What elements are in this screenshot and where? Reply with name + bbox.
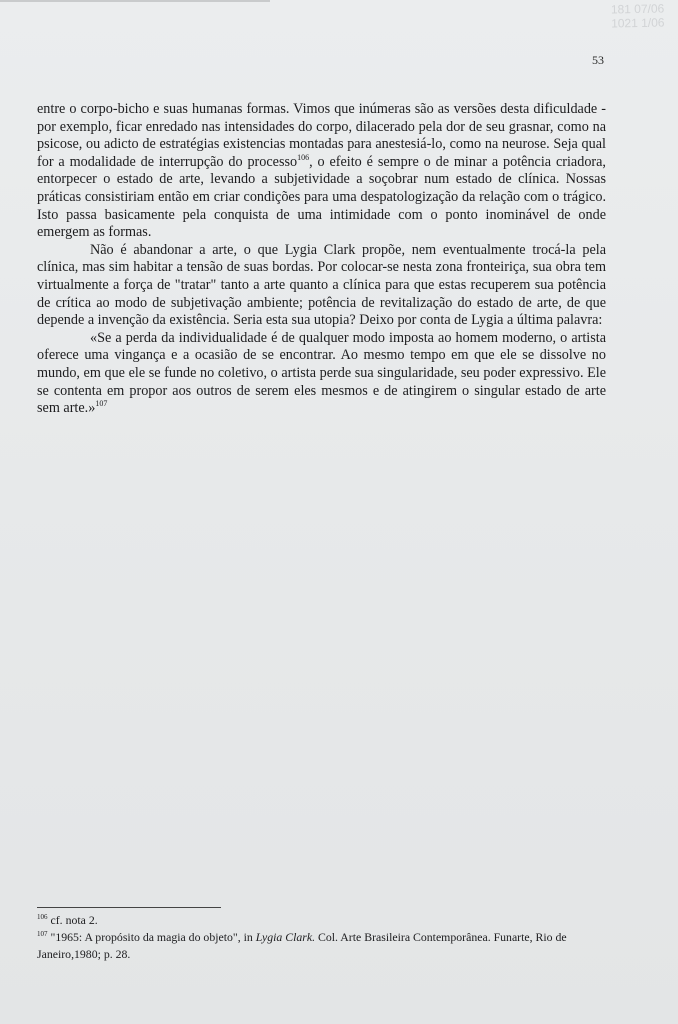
- footnote-107: [37, 929, 606, 963]
- quote-text: «Se a perda da individualidade é de qualquer modo imposta ao homem moderno, o artista oferece uma vingança e a ocasião de se encontrar. Ao mesmo tempo em que ele se dissolve no mundo, em que ele se funde no coletivo, o artista perde sua singularidade, seu poder expressivo. Ele se contenta em propor aos outros de serem eles mesmos e de atingirem o singular estado de arte sem arte.»: [37, 329, 606, 417]
- footnote-107-text-b: Col. Arte Brasileira Contemporânea. Funarte, Rio de Janeiro,1980; p. 28.: [37, 930, 567, 961]
- page-edge-shadow: [0, 0, 270, 2]
- body-text: [37, 101, 606, 418]
- paragraph-2: Não é abandonar a arte, o que Lygia Clark propõe, nem eventualmente trocá-la pela clínica, mas sim habitar a tensão de suas bordas. Por colocar-se nesta zona fronteiriça, sua obra tem virtualmente a força de "tratar" tanto a arte quanto a clínica para que estas recuperem sua potência de crítica ao modo de subjetivação ambiente; potência de revitalização do estado de arte, de que depende a invenção da existência. Seria esta sua utopia? Deixo por conta de Lygia a última palavra:: [37, 241, 606, 329]
- page-number: 53: [592, 53, 604, 67]
- footnotes: [37, 912, 606, 963]
- footnote-ref-106[interactable]: 106: [297, 152, 310, 162]
- paragraph-1: [37, 101, 606, 242]
- archive-stamp: [610, 2, 664, 31]
- footnote-ref-107[interactable]: 107: [95, 399, 108, 409]
- footnote-106: [37, 912, 606, 929]
- block-quote: [37, 330, 606, 418]
- paragraph-1-text-b: , o efeito é sempre o de minar a potência criadora, entorpecer o estado de arte, levando a subjetividade a soçobrar num estado de clínica. Nossas práticas consistiriam então em criar condições para uma despatologização da relação com o trágico. Isto passa basicamente pela conquista de uma intimidade com o ponto inominável de onde emergem as formas.: [37, 153, 606, 241]
- footnote-106-text: cf. nota 2.: [50, 913, 98, 927]
- footnote-divider: [37, 907, 221, 908]
- stamp-line-2: 1021 1/06: [610, 15, 665, 31]
- footnote-107-text-a: "1965: A propósito da magia do objeto", in: [50, 930, 256, 944]
- paragraph-1-text-a: entre o corpo-bicho e suas humanas formas. Vimos que inúmeras são as versões desta dificuldade - por exemplo, ficar enredado nas intensidades do corpo, dilacerado pela dor de seu grasnar, como na psicose, ou adicto de estratégias existencias montadas para anestesiá-lo, como na neurose. Seja qual for a modalidade de interrupção do processo: [37, 101, 606, 170]
- stamp-line-1: 181 07/06: [610, 1, 664, 17]
- footnote-107-title: Lygia Clark.: [255, 930, 316, 944]
- footnote-106-number: 106: [37, 913, 48, 921]
- footnote-107-number: 107: [37, 930, 48, 938]
